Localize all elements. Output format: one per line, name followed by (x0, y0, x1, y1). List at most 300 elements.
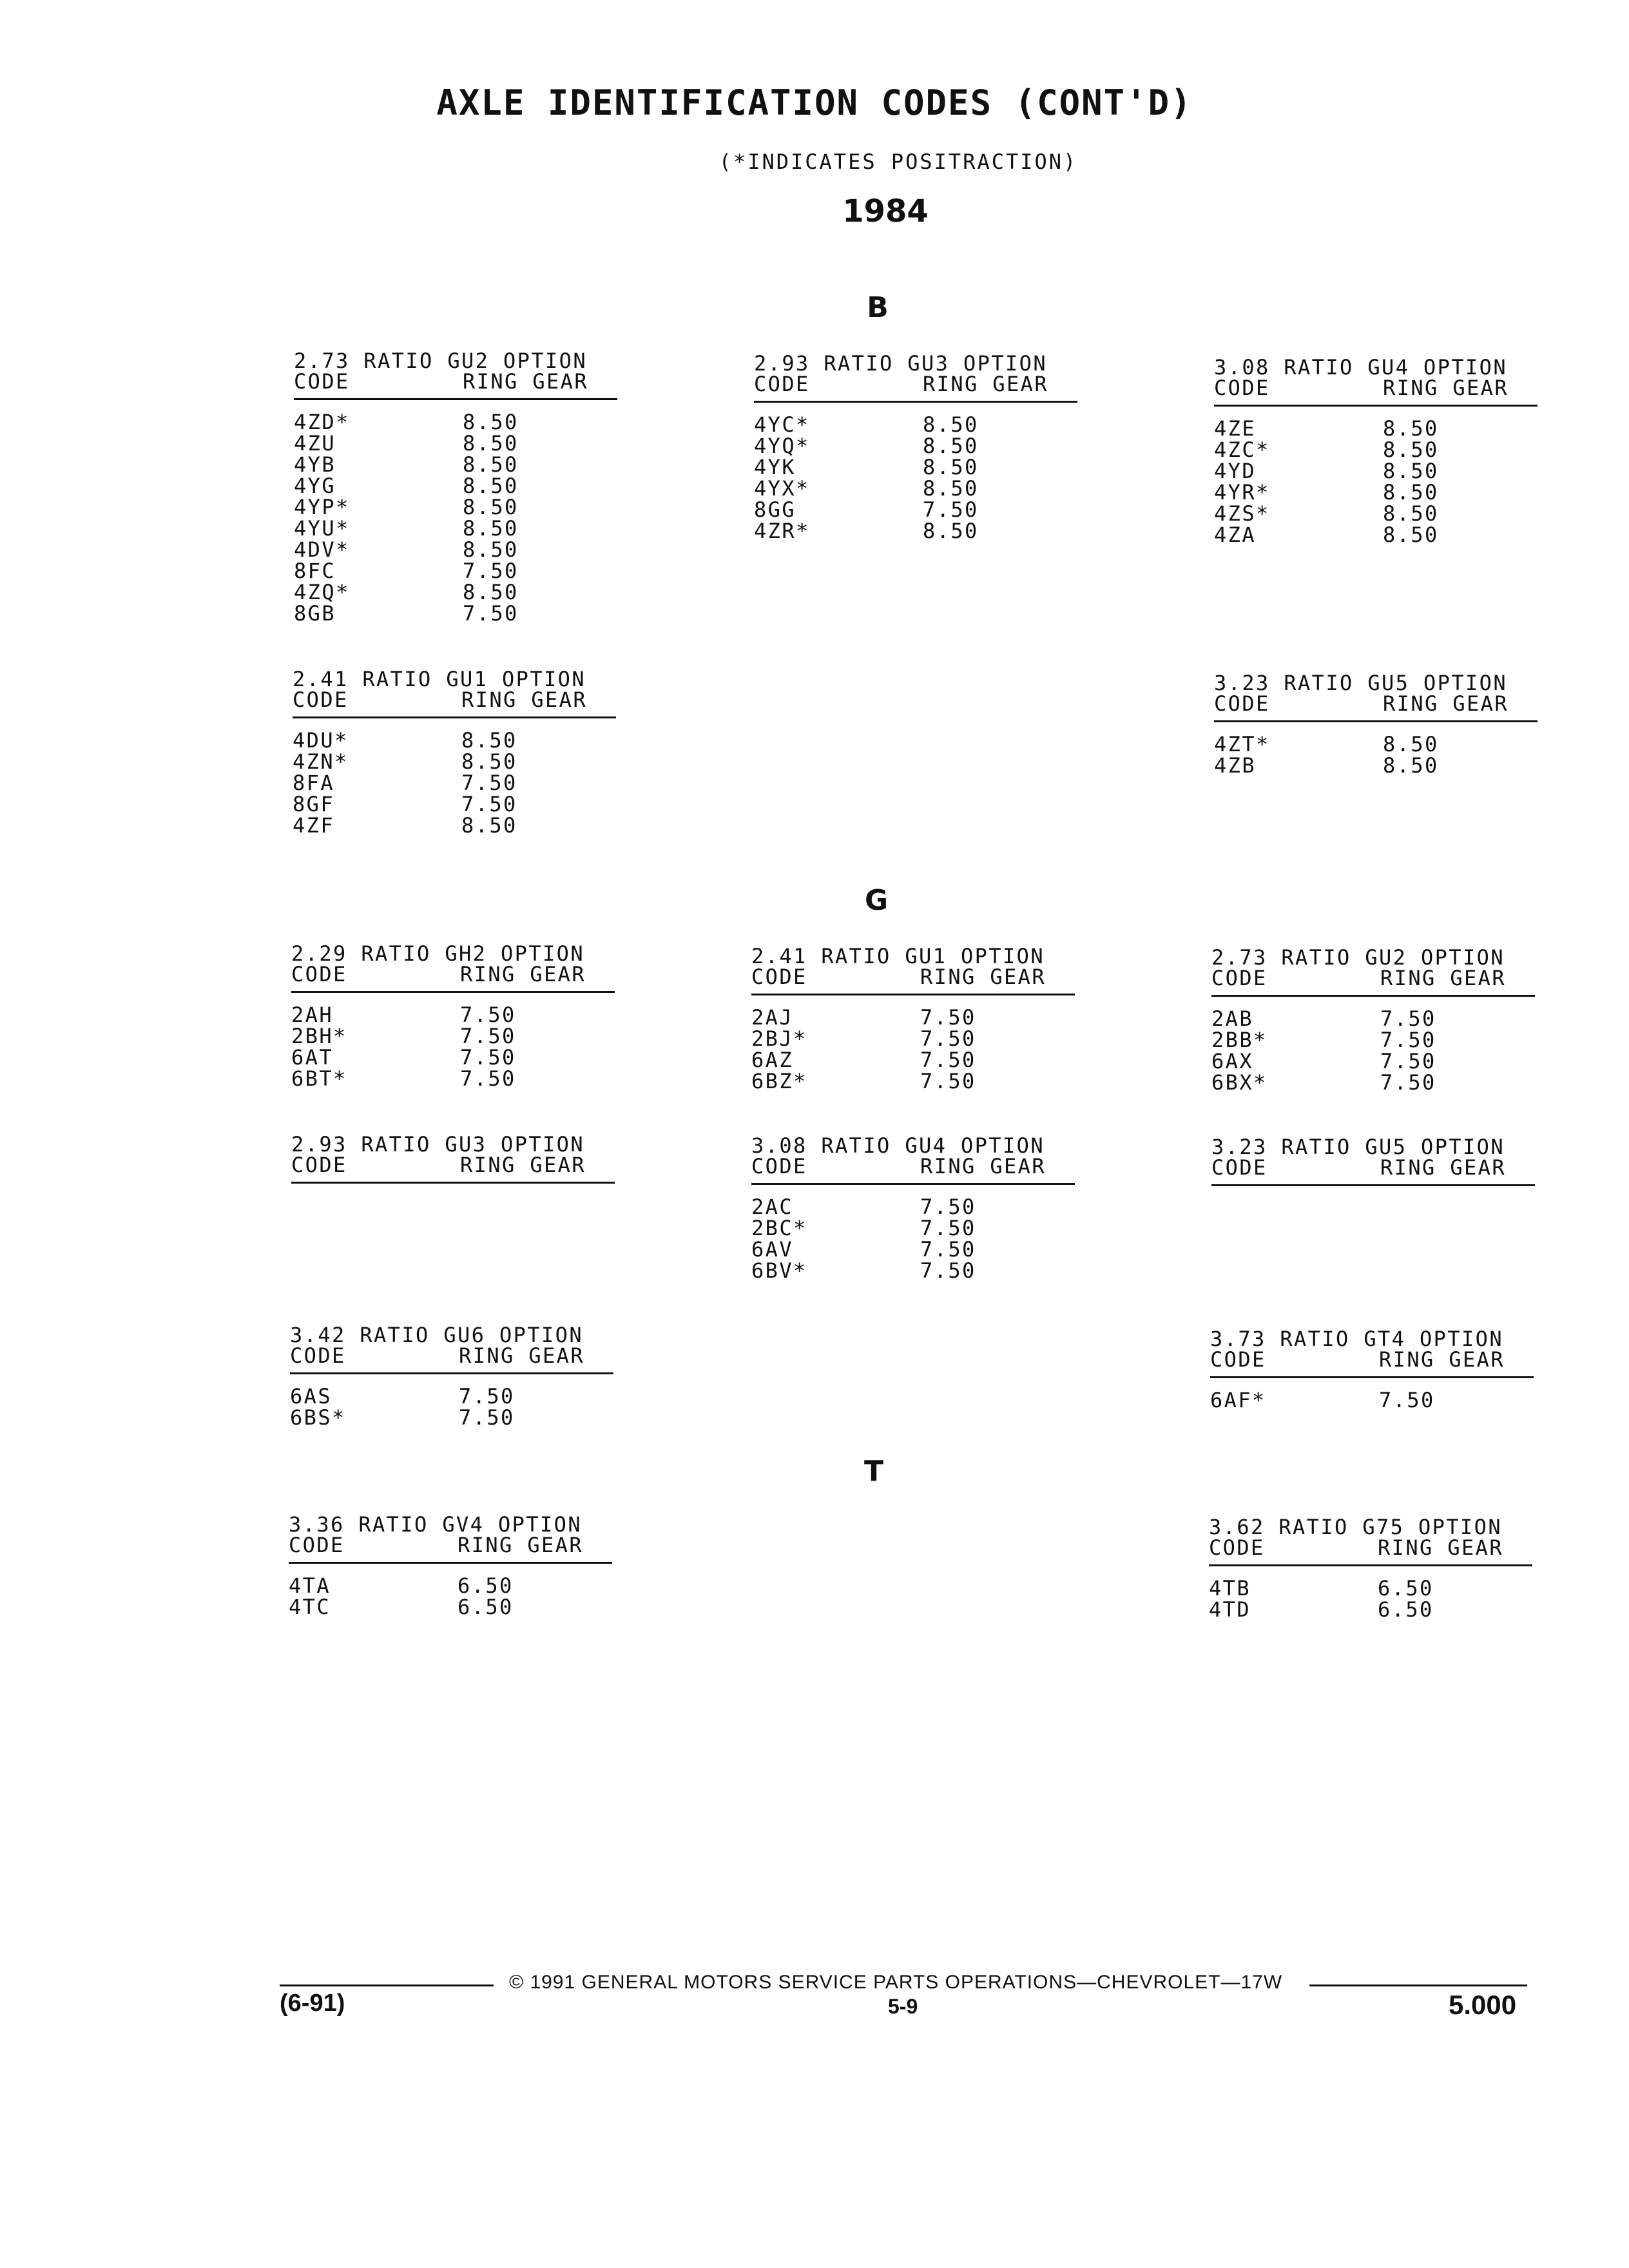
table-row (291, 1068, 615, 1090)
ratio-value: 2.93 (291, 1132, 347, 1157)
ring-gear-column-header: RING GEAR (920, 965, 1046, 989)
ratio-value: 2.41 (293, 667, 349, 691)
header-rule (1214, 720, 1537, 722)
axle-code: 6BX* (1211, 1070, 1268, 1095)
ring-gear-size: 8.50 (1383, 480, 1439, 505)
ratio-value: 2.73 (1211, 945, 1268, 970)
column-headers (1210, 1349, 1534, 1370)
header-rule (289, 1562, 612, 1564)
ring-gear-column-header: RING GEAR (1380, 1155, 1506, 1180)
column-headers (1211, 1157, 1535, 1178)
axle-code: 4ZQ* (294, 580, 350, 604)
ratio-header (751, 946, 1075, 966)
section-letter: G (864, 884, 889, 917)
ring-gear-size: 7.50 (1380, 1070, 1436, 1095)
column-headers (1211, 968, 1535, 988)
ratio-value: 3.08 (751, 1133, 807, 1158)
ratio-value: 3.23 (1211, 1135, 1268, 1159)
table-row (1214, 439, 1537, 461)
ratio-value: 2.29 (291, 941, 347, 966)
code-column-header: CODE (290, 1343, 346, 1368)
axle-code: 6AF* (1210, 1388, 1266, 1412)
column-headers (293, 689, 616, 710)
axle-code: 6AZ (751, 1048, 793, 1072)
axle-code: 6AT (291, 1045, 333, 1070)
ring-gear-size: 6.50 (458, 1595, 514, 1619)
table-row (1211, 1072, 1535, 1093)
column-headers (289, 1535, 612, 1555)
axle-code: 8GB (294, 601, 336, 626)
table-row (1211, 1030, 1535, 1051)
ring-gear-size: 8.50 (923, 412, 979, 437)
code-column-header: CODE (1210, 1347, 1266, 1372)
ratio-table (294, 351, 617, 624)
ring-gear-column-header: RING GEAR (458, 1533, 583, 1557)
table-row (289, 1597, 612, 1618)
ring-gear-size: 6.50 (458, 1573, 514, 1598)
column-headers (291, 1155, 615, 1175)
ring-gear-size: 7.50 (920, 1216, 976, 1240)
ratio-header (289, 1514, 612, 1535)
ratio-value: 3.23 (1214, 671, 1270, 695)
table-row (1209, 1578, 1532, 1599)
axle-code: 6BT* (291, 1066, 347, 1091)
axle-code: 8GG (754, 497, 796, 522)
code-column-header: CODE (289, 1533, 345, 1557)
table-row (751, 1071, 1075, 1092)
code-column-header: CODE (1209, 1535, 1265, 1560)
ring-gear-size: 8.50 (461, 813, 517, 838)
column-headers (294, 371, 617, 392)
table-row (291, 1026, 615, 1047)
option-code: GU2 OPTION (447, 349, 587, 373)
header-rule (290, 1372, 613, 1374)
ratio-value: 2.41 (751, 944, 807, 968)
axle-code: 4YC* (754, 412, 810, 437)
ratio-header (291, 943, 615, 964)
axle-code: 4ZR* (754, 519, 810, 543)
table-row (291, 1004, 615, 1026)
ratio-table (1209, 1517, 1532, 1620)
table-row (293, 815, 616, 836)
ring-gear-size: 7.50 (920, 1026, 976, 1051)
ring-gear-size: 7.50 (920, 1237, 976, 1262)
axle-code: 4ZS* (1214, 501, 1270, 526)
ring-gear-size: 8.50 (463, 410, 519, 434)
ratio-table (291, 1134, 615, 1195)
ratio-label: RATIO (1281, 1135, 1351, 1159)
header-rule (294, 398, 617, 400)
ratio-label: RATIO (358, 1512, 429, 1537)
option-code: GU4 OPTION (1367, 355, 1507, 380)
axle-code: 4YD (1214, 459, 1256, 483)
axle-code: 4TC (289, 1595, 331, 1619)
table-row (294, 497, 617, 518)
ring-gear-size: 8.50 (923, 455, 979, 479)
code-column-header: CODE (1214, 691, 1270, 716)
table-row (1214, 482, 1537, 503)
ratio-label: RATIO (1278, 1515, 1349, 1539)
page-title: AXLE IDENTIFICATION CODES (CONT'D) (436, 82, 1193, 123)
ring-gear-size: 8.50 (461, 749, 517, 774)
table-row (751, 1239, 1075, 1260)
option-code: G75 OPTION (1362, 1515, 1502, 1539)
ratio-table (289, 1514, 612, 1618)
ratio-header (291, 1134, 615, 1155)
axle-code: 4ZB (1214, 753, 1256, 778)
ring-gear-size: 8.50 (923, 434, 979, 458)
header-rule (1211, 995, 1535, 997)
axle-code: 4ZD* (294, 410, 350, 434)
footer-date-code: (6-91) (280, 1990, 345, 2017)
axle-code: 6BZ* (751, 1069, 807, 1093)
ring-gear-size: 7.50 (461, 771, 517, 795)
table-row (294, 539, 617, 561)
ring-gear-column-header: RING GEAR (1383, 691, 1509, 716)
ratio-label: RATIO (362, 667, 432, 691)
axle-code: 2BC* (751, 1216, 807, 1240)
ratio-value: 3.36 (289, 1512, 345, 1537)
table-row (754, 521, 1077, 542)
header-rule (291, 991, 615, 993)
table-row (1214, 734, 1537, 755)
table-row (751, 1218, 1075, 1239)
ring-gear-size: 8.50 (463, 452, 519, 477)
ring-gear-size: 8.50 (461, 728, 517, 753)
header-rule (293, 716, 616, 718)
ring-gear-column-header: RING GEAR (459, 1343, 584, 1368)
ratio-table (1211, 1137, 1535, 1198)
option-code: GU1 OPTION (446, 667, 586, 691)
ring-gear-size: 7.50 (923, 497, 979, 522)
section-letter: B (867, 291, 889, 324)
ratio-table (1214, 357, 1537, 546)
axle-code: 2BB* (1211, 1028, 1268, 1052)
table-row (294, 518, 617, 539)
code-column-header: CODE (291, 962, 347, 986)
ratio-label: RATIO (1284, 671, 1354, 695)
axle-code: 4ZA (1214, 523, 1256, 547)
axle-code: 8FC (294, 559, 336, 583)
ring-gear-size: 8.50 (1383, 523, 1439, 547)
ratio-header (290, 1325, 613, 1345)
ratio-header (1211, 947, 1535, 968)
column-headers (751, 1156, 1075, 1177)
table-row (751, 1007, 1075, 1028)
ring-gear-size: 8.50 (463, 580, 519, 604)
header-rule (751, 1183, 1075, 1185)
ring-gear-size: 7.50 (1380, 1049, 1436, 1073)
code-column-header: CODE (291, 1153, 347, 1177)
ring-gear-size: 7.50 (460, 1024, 516, 1048)
ring-gear-size: 8.50 (463, 495, 519, 519)
table-row (294, 454, 617, 476)
table-row (751, 1050, 1075, 1071)
option-code: GU4 OPTION (905, 1133, 1045, 1158)
ratio-header (754, 353, 1077, 374)
axle-code: 4ZE (1214, 416, 1256, 441)
ring-gear-size: 7.50 (920, 1069, 976, 1093)
ratio-header (1214, 673, 1537, 693)
ratio-header (293, 669, 616, 689)
table-row (294, 603, 617, 624)
ratio-table (290, 1325, 613, 1428)
table-row (1214, 755, 1537, 776)
ratio-value: 2.93 (754, 351, 810, 376)
option-code: GU2 OPTION (1365, 945, 1505, 970)
table-row (293, 773, 616, 794)
axle-code: 4YX* (754, 476, 810, 501)
ring-gear-size: 7.50 (920, 1258, 976, 1283)
ratio-label: RATIO (1284, 355, 1354, 380)
ring-gear-size: 8.50 (463, 537, 519, 562)
table-row (754, 478, 1077, 499)
header-rule (751, 994, 1075, 995)
footer-rule-left (280, 1984, 494, 1986)
header-rule (1210, 1376, 1534, 1378)
table-row (293, 794, 616, 815)
ring-gear-size: 7.50 (459, 1405, 515, 1430)
axle-code: 2BJ* (751, 1026, 807, 1051)
option-code: GH2 OPTION (445, 941, 584, 966)
footer-section-number: 5.000 (1449, 1990, 1517, 2020)
ring-gear-column-header: RING GEAR (1379, 1347, 1505, 1372)
code-column-header: CODE (293, 687, 349, 712)
option-code: GV4 OPTION (442, 1512, 582, 1537)
axle-code: 4ZC* (1214, 437, 1270, 462)
ratio-table (751, 946, 1075, 1092)
section-letter: T (863, 1455, 883, 1488)
ring-gear-column-header: RING GEAR (920, 1154, 1046, 1178)
axle-code: 2AJ (751, 1005, 793, 1030)
table-row (294, 433, 617, 454)
table-row (751, 1260, 1075, 1282)
ratio-value: 3.42 (290, 1323, 346, 1347)
axle-code: 6AS (290, 1384, 332, 1408)
axle-code: 2BH* (291, 1024, 347, 1048)
ring-gear-column-header: RING GEAR (461, 687, 587, 712)
header-rule (754, 401, 1077, 403)
code-column-header: CODE (1211, 1155, 1268, 1180)
footer-page-number: 5-9 (888, 1995, 918, 2018)
ring-gear-size: 7.50 (463, 601, 519, 626)
axle-code: 4YQ* (754, 434, 810, 458)
axle-code: 4ZF (293, 813, 334, 838)
ratio-value: 2.73 (294, 349, 350, 373)
option-code: GT4 OPTION (1364, 1327, 1503, 1351)
axle-code: 4YU* (294, 516, 350, 541)
ratio-table (1211, 947, 1535, 1093)
axle-code: 4TD (1209, 1597, 1251, 1622)
table-row (751, 1028, 1075, 1050)
ring-gear-size: 6.50 (1378, 1576, 1434, 1600)
axle-code: 4ZN* (293, 749, 349, 774)
option-code: GU6 OPTION (443, 1323, 583, 1347)
ring-gear-size: 7.50 (461, 792, 517, 816)
column-headers (754, 374, 1077, 394)
ring-gear-size: 7.50 (1380, 1028, 1436, 1052)
table-row (294, 476, 617, 497)
table-row (754, 414, 1077, 436)
table-row (751, 1196, 1075, 1218)
axle-code: 6BV* (751, 1258, 807, 1283)
table-row (291, 1047, 615, 1068)
ring-gear-size: 7.50 (460, 1066, 516, 1091)
header-rule (1209, 1564, 1532, 1566)
ratio-label: RATIO (361, 1132, 431, 1157)
ratio-table (1214, 673, 1537, 776)
axle-code: 2AH (291, 1003, 333, 1027)
ratio-header (1211, 1137, 1535, 1157)
code-column-header: CODE (751, 965, 807, 989)
ring-gear-size: 8.50 (463, 431, 519, 456)
axle-code: 4YK (754, 455, 796, 479)
option-code: GU3 OPTION (907, 351, 1047, 376)
ring-gear-column-header: RING GEAR (463, 369, 588, 394)
ratio-table (1210, 1329, 1534, 1411)
ring-gear-size: 6.50 (1378, 1597, 1434, 1622)
ratio-label: RATIO (1281, 945, 1351, 970)
axle-code: 4YB (294, 452, 336, 477)
ring-gear-size: 7.50 (920, 1048, 976, 1072)
ring-gear-size: 7.50 (1380, 1006, 1436, 1031)
ratio-table (291, 943, 615, 1090)
ratio-label: RATIO (360, 1323, 430, 1347)
option-code: GU5 OPTION (1365, 1135, 1505, 1159)
ring-gear-size: 8.50 (1383, 732, 1439, 756)
axle-code: 2AB (1211, 1006, 1253, 1031)
ring-gear-column-header: RING GEAR (923, 372, 1048, 396)
header-rule (291, 1182, 615, 1184)
ring-gear-size: 8.50 (923, 476, 979, 501)
code-column-header: CODE (751, 1154, 807, 1178)
ring-gear-size: 7.50 (1379, 1388, 1435, 1412)
column-headers (1209, 1537, 1532, 1558)
ratio-header (1210, 1329, 1534, 1349)
ring-gear-size: 8.50 (1383, 416, 1439, 441)
ring-gear-size: 8.50 (1383, 459, 1439, 483)
table-row (294, 412, 617, 433)
option-code: GU1 OPTION (905, 944, 1045, 968)
table-row (1214, 524, 1537, 546)
ratio-table (293, 669, 616, 836)
ring-gear-size: 7.50 (459, 1384, 515, 1408)
ring-gear-size: 8.50 (463, 474, 519, 498)
table-row (1211, 1008, 1535, 1030)
axle-code: 4DU* (293, 728, 349, 753)
ratio-value: 3.73 (1210, 1327, 1266, 1351)
ring-gear-size: 7.50 (920, 1195, 976, 1219)
column-headers (291, 964, 615, 985)
axle-code: 4YP* (294, 495, 350, 519)
footer-rule-right (1309, 1984, 1527, 1986)
axle-code: 6AV (751, 1237, 793, 1262)
ring-gear-column-header: RING GEAR (1378, 1535, 1503, 1560)
column-headers (1214, 378, 1537, 398)
ring-gear-column-header: RING GEAR (460, 962, 586, 986)
axle-code: 4TB (1209, 1576, 1251, 1600)
ratio-header (751, 1135, 1075, 1156)
table-row (293, 730, 616, 751)
ring-gear-size: 8.50 (1383, 753, 1439, 778)
table-row (293, 751, 616, 773)
table-row (289, 1575, 612, 1597)
axle-code: 6AX (1211, 1049, 1253, 1073)
ring-gear-column-header: RING GEAR (1383, 376, 1509, 400)
ratio-value: 3.08 (1214, 355, 1270, 380)
ratio-table (751, 1135, 1075, 1282)
table-row (754, 436, 1077, 457)
option-code: GU3 OPTION (445, 1132, 584, 1157)
axle-code: 4ZT* (1214, 732, 1270, 756)
ring-gear-size: 8.50 (1383, 437, 1439, 462)
axle-code: 4ZU (294, 431, 336, 456)
table-row (754, 499, 1077, 521)
ratio-label: RATIO (821, 944, 891, 968)
ratio-value: 3.62 (1209, 1515, 1265, 1539)
code-column-header: CODE (754, 372, 810, 396)
table-row (294, 582, 617, 603)
ring-gear-column-header: RING GEAR (1380, 966, 1506, 990)
table-row (1214, 461, 1537, 482)
ring-gear-column-header: RING GEAR (460, 1153, 586, 1177)
axle-code: 4YG (294, 474, 336, 498)
ratio-header (1214, 357, 1537, 378)
option-code: GU5 OPTION (1367, 671, 1507, 695)
table-row (290, 1386, 613, 1407)
column-headers (290, 1345, 613, 1366)
ratio-label: RATIO (824, 351, 894, 376)
axle-code: 2AC (751, 1195, 793, 1219)
model-year: 1984 (842, 193, 929, 229)
table-row (290, 1407, 613, 1428)
ring-gear-size: 8.50 (463, 516, 519, 541)
ratio-label: RATIO (1280, 1327, 1350, 1351)
table-row (754, 457, 1077, 478)
header-rule (1214, 405, 1537, 407)
ratio-header (1209, 1517, 1532, 1537)
axle-code: 4DV* (294, 537, 350, 562)
footer-copyright: © 1991 GENERAL MOTORS SERVICE PARTS OPERATIONS—CHEVROLET—17W (509, 1972, 1283, 1993)
header-rule (1211, 1184, 1535, 1186)
table-row (1209, 1599, 1532, 1620)
ring-gear-size: 8.50 (923, 519, 979, 543)
code-column-header: CODE (1214, 376, 1270, 400)
ring-gear-size: 7.50 (460, 1045, 516, 1070)
ratio-header (294, 351, 617, 371)
ring-gear-size: 8.50 (1383, 501, 1439, 526)
axle-code: 4TA (289, 1573, 331, 1598)
code-column-header: CODE (294, 369, 350, 394)
ring-gear-size: 7.50 (920, 1005, 976, 1030)
table-row (1214, 418, 1537, 439)
ring-gear-size: 7.50 (460, 1003, 516, 1027)
axle-code: 8FA (293, 771, 334, 795)
axle-code: 8GF (293, 792, 334, 816)
column-headers (751, 966, 1075, 987)
axle-code: 4YR* (1214, 480, 1270, 505)
table-row (294, 561, 617, 582)
ring-gear-size: 7.50 (463, 559, 519, 583)
table-row (1214, 503, 1537, 524)
ratio-label: RATIO (363, 349, 434, 373)
page-subtitle: (*INDICATES POSITRACTION) (718, 149, 1078, 174)
axle-code: 6BS* (290, 1405, 346, 1430)
ratio-table (754, 353, 1077, 542)
ratio-label: RATIO (361, 941, 431, 966)
code-column-header: CODE (1211, 966, 1268, 990)
table-row (1211, 1051, 1535, 1072)
